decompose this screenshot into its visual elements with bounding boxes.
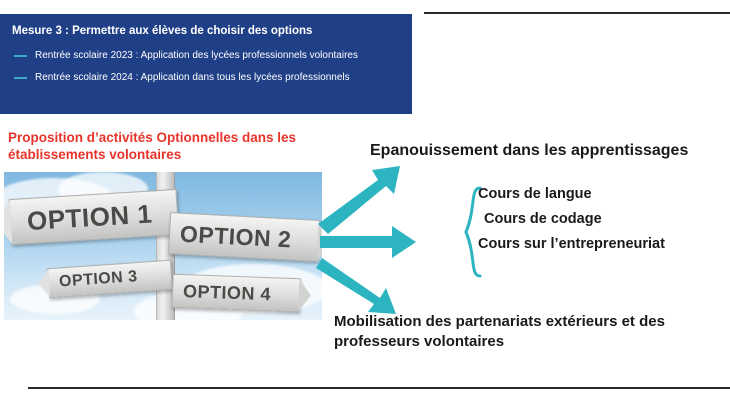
measure-item-label: Rentrée scolaire 2023 : Application des lycées professionnels volontaires xyxy=(35,49,358,61)
measure-item xyxy=(12,49,400,63)
measure-item-label: Rentrée scolaire 2024 : Application dans tous les lycées professionnels xyxy=(35,72,350,84)
sign-label: OPTION 3 xyxy=(58,268,139,291)
options-proposal-heading: Proposition d’activités Optionnelles dans les établissements volontaires xyxy=(8,130,297,162)
list-item: Cours sur l’entrepreneuriat xyxy=(478,236,665,252)
arrow-down-icon xyxy=(316,258,396,314)
list-item: Cours de langue xyxy=(478,186,592,202)
sign-label: OPTION 2 xyxy=(179,220,293,252)
outcome-bottom-heading: Mobilisation des partenariats extérieurs et des professeurs volontaires xyxy=(334,313,665,351)
outcome-top-heading: Epanouissement dans les apprentissages xyxy=(370,142,689,159)
sign-label: OPTION 4 xyxy=(182,280,272,304)
bottom-divider xyxy=(28,387,730,389)
measure-box xyxy=(0,14,412,114)
measure-item xyxy=(12,71,400,85)
sign-option-1 xyxy=(9,189,179,245)
signpost-image xyxy=(4,172,322,320)
course-list xyxy=(478,186,728,261)
sign-option-2 xyxy=(168,212,320,262)
arrow-up-icon xyxy=(318,166,400,234)
dash-bullet-icon xyxy=(14,55,27,57)
sign-option-3 xyxy=(47,260,173,299)
measure-title: Mesure 3 : Permettre aux élèves de choisir des options xyxy=(12,25,313,37)
arrows-group xyxy=(316,160,436,320)
top-divider xyxy=(424,12,730,14)
sign-option-4 xyxy=(171,274,300,312)
arrow-right-icon xyxy=(320,226,416,258)
sign-label: OPTION 1 xyxy=(26,197,154,236)
dash-bullet-icon xyxy=(14,77,27,79)
list-item: Cours de codage xyxy=(484,211,602,227)
